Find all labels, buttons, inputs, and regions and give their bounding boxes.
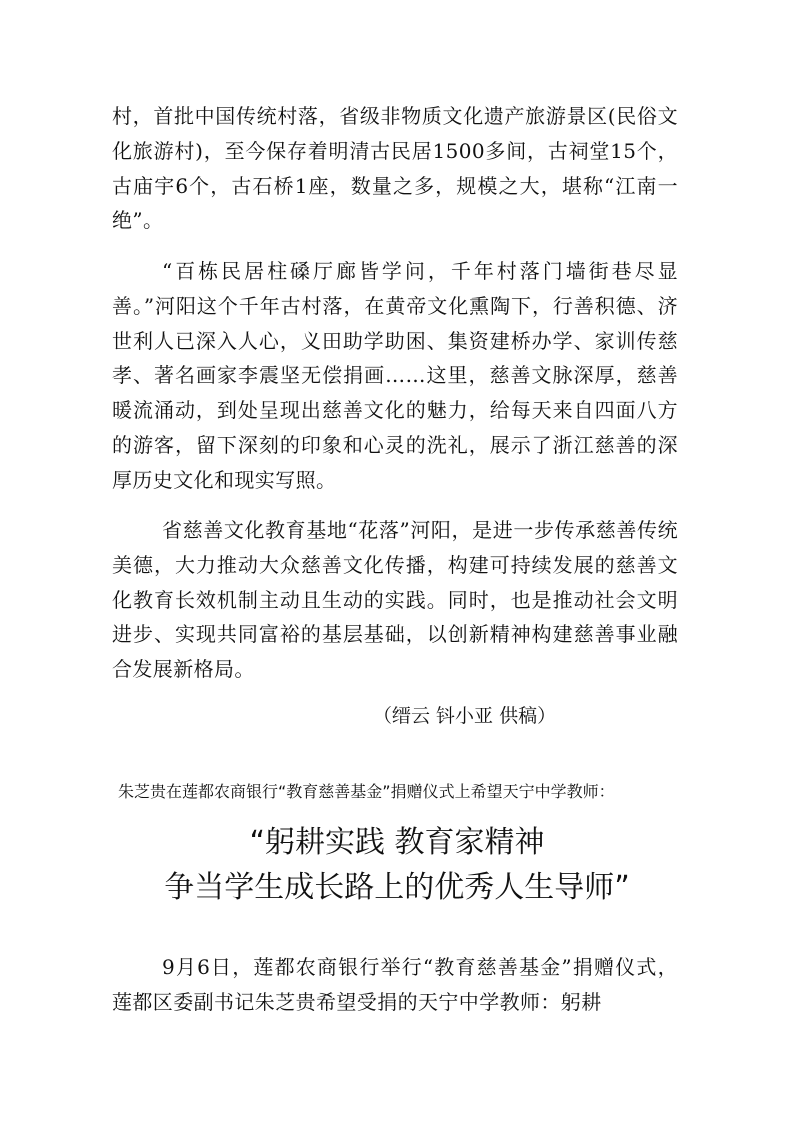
article2-headline <box>97 820 697 910</box>
article2-kicker: 朱芝贵在莲都农商银行“教育慈善基金”捐赠仪式上希望天宁中学教师： <box>118 782 615 801</box>
article1-paragraph-1: 村，首批中国传统村落，省级非物质文化遗产旅游景区(民俗文化旅游村)，至今保存着明清古民居1500多间，古祠堂15个，古庙宇6个，古石桥1座，数量之多，规模之大，堪称“江南一绝”。 <box>112 104 678 233</box>
article2-body: 9月6日，莲都农商银行举行“教育慈善基金”捐赠仪式，莲都区委副书记朱芝贵希望受捐的天宁中学教师：躬耕 <box>112 955 678 1014</box>
article1-paragraph-3: 省慈善文化教育基地“花落”河阳，是进一步传承慈善传统美德，大力推动大众慈善文化传播，构建可持续发展的慈善文化教育长效机制主动且生动的实践。同时，也是推动社会文明进步、实现共同富裕的基层基础，以创新精神构建慈善事业融合发展新格局。 <box>112 518 678 682</box>
headline-line-1: “躬耕实践 教育家精神 <box>249 825 545 860</box>
headline-line-2: 争当学生成长路上的优秀人生导师” <box>164 870 630 905</box>
signature-text: （缙云 钭小亚 供稿） <box>373 705 557 727</box>
article1-paragraph-2: “百栋民居柱磉厅廊皆学问，千年村落门墙街巷尽显善。”河阳这个千年古村落，在黄帝文化熏陶下，行善积德、济世利人已深入人心，义田助学助困、集资建桥办学、家训传慈孝、著名画家李震坚无偿捐画……这里，慈善文脉深厚，慈善暖流涌动，到处呈现出慈善文化的魅力，给每天来自四面八方的游客，留下深刻的印象和心灵的洗礼，展示了浙江慈善的深厚历史文化和现实写照。 <box>112 259 678 492</box>
